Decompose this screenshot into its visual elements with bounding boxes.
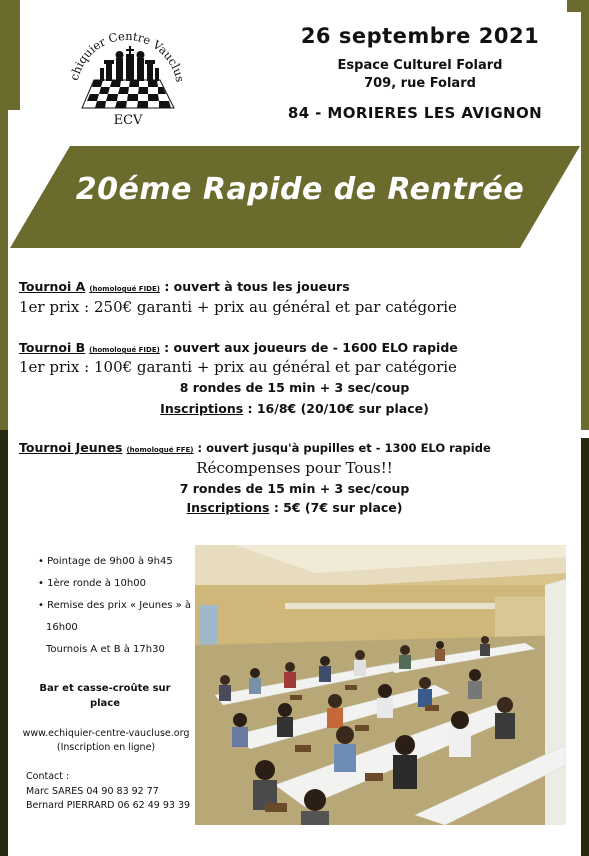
contact-person-2: Bernard PIERRARD 06 62 49 93 39 [26, 800, 191, 811]
tournoi-jeunes-inscriptions [0, 500, 589, 515]
bar-info-line2: place [89, 698, 121, 709]
venue-address: 709, rue Folard [364, 76, 476, 91]
tournoi-a-desc: : ouvert à tous les joueurs [159, 279, 350, 294]
tournoi-jeunes-insc-label: Inscriptions [186, 500, 270, 515]
svg-text:Echiquier Centre Vaucluse [64, 8, 187, 83]
tournoi-b-desc: : ouvert aux joueurs de - 1600 ELO rapide [159, 340, 458, 355]
website-note: (Inscription en ligne) [56, 742, 156, 753]
tournoi-b-insc-value: : 16/8€ (20/10€ sur place) [243, 401, 429, 416]
tournoi-b-insc-label: Inscriptions [160, 401, 244, 416]
schedule-pointage: • Pointage de 9h00 à 9h45 [38, 556, 173, 567]
schedule-remise-time: 16h00 [46, 622, 78, 633]
corner-bar-top-left [0, 0, 20, 110]
tournoi-jeunes-rounds: 7 rondes de 15 min + 3 sec/coup [179, 481, 410, 496]
tournoi-a-prize: 1er prix : 250€ garanti + prix au général et par catégorie [19, 298, 457, 316]
contact-label: Contact : [26, 771, 70, 782]
tournoi-jeunes-homolog: (homologué FFE) [126, 446, 194, 454]
tournoi-jeunes-reward: Récompenses pour Tous!! [196, 459, 393, 477]
tournoi-b-name: Tournoi B [19, 340, 86, 355]
website-link[interactable]: www.echiquier-centre-vaucluse.org [22, 728, 190, 739]
contact-person-1: Marc SARES 04 90 83 92 77 [26, 786, 159, 797]
logo-arc-text: chiquier Centre Vauclus [67, 28, 188, 84]
tournoi-b-prize: 1er prix : 100€ garanti + prix au général et par catégorie [19, 358, 457, 376]
club-logo [64, 8, 189, 128]
tournoi-jeunes-heading [19, 440, 491, 455]
schedule-remise-ab: Tournois A et B à 17h30 [46, 644, 165, 655]
venue-name: Espace Culturel Folard [337, 58, 503, 73]
event-title: 20éme Rapide de Rentrée [75, 172, 525, 207]
venue-city: 84 - MORIERES LES AVIGNON [287, 104, 543, 122]
tournoi-b-inscriptions [0, 401, 589, 416]
tournoi-a-name: Tournoi A [19, 279, 86, 294]
tournoi-b-homolog: (homologué FIDE) [89, 346, 160, 354]
tournoi-jeunes-desc: : ouvert jusqu'à pupilles et - 1300 ELO rapide [193, 441, 491, 455]
schedule-ronde: • 1ère ronde à 10h00 [38, 578, 146, 589]
tournoi-a-heading [19, 279, 350, 294]
tournoi-b-heading [19, 340, 458, 355]
tournoi-a-homolog: (homologué FIDE) [89, 285, 160, 293]
event-date: 26 septembre 2021 [300, 24, 540, 48]
bar-info-line1: Bar et casse-croûte sur [39, 683, 171, 694]
schedule-remise: • Remise des prix « Jeunes » à [38, 600, 192, 611]
side-bar-right-upper [581, 0, 589, 430]
tournament-photo [195, 545, 566, 825]
logo-abbr: ECV [113, 113, 143, 128]
tournoi-b-rounds: 8 rondes de 15 min + 3 sec/coup [179, 380, 410, 395]
tournoi-jeunes-insc-value: : 5€ (7€ sur place) [269, 500, 403, 515]
corner-bar-top-right [567, 0, 589, 12]
tournoi-jeunes-name: Tournoi Jeunes [19, 440, 123, 455]
